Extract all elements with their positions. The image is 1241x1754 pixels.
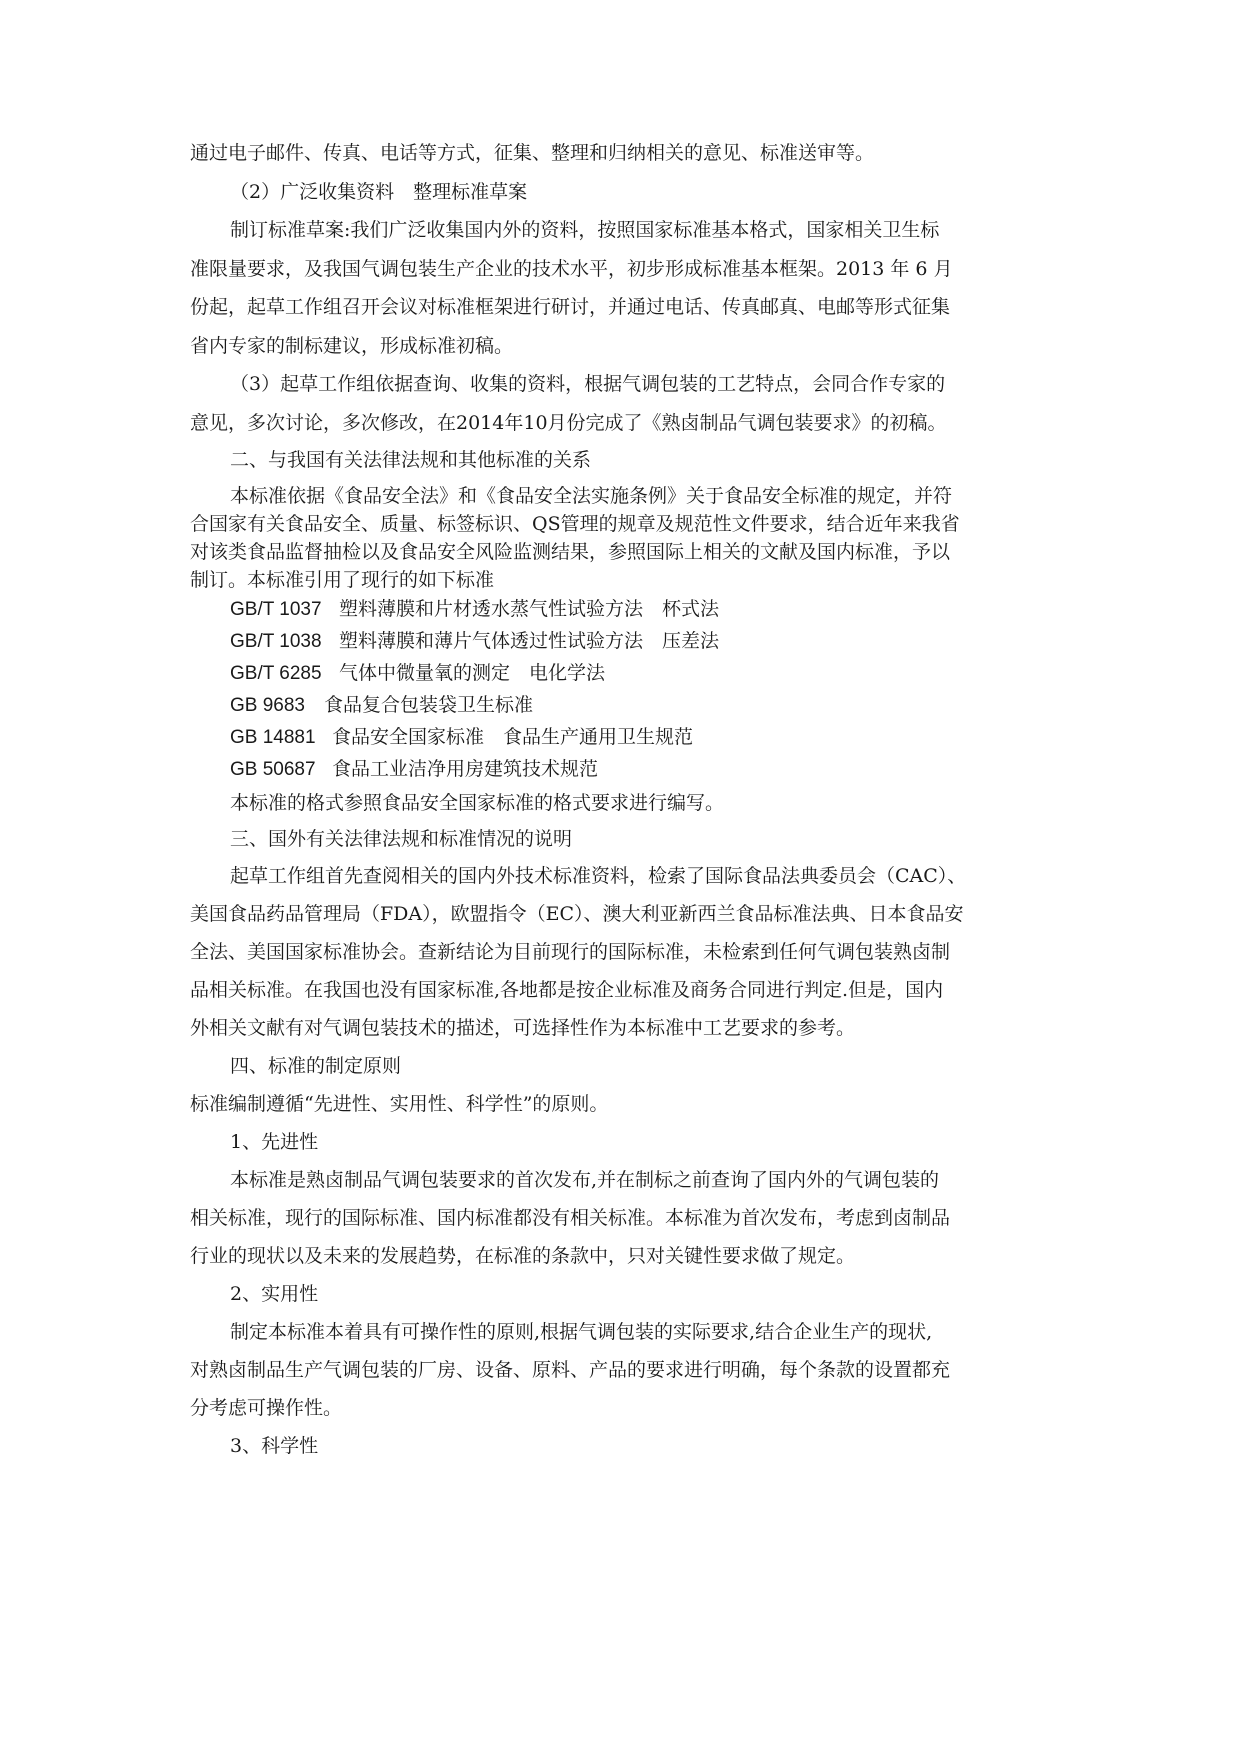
paragraph-line: 意见，多次讨论，多次修改，在2014年10月份完成了《熟卤制品气调包装要求》的初稿。 [190,412,947,434]
paragraph-line: 标准编制遵循“先进性、实用性、科学性”的原则。 [190,1093,609,1115]
paragraph-line: 分考虑可操作性。 [190,1397,343,1419]
standard-code: GB/T 1037 [230,599,322,620]
standard-title: 塑料薄膜和片材透水蒸气性试验方法 杯式法 [339,598,720,620]
standard-title: 气体中微量氧的测定 电化学法 [339,662,606,684]
paragraph-line: 全法、美国国家标准协会。查新结论为目前现行的国际标准，未检索到任何气调包装熟卤制 [190,941,951,963]
paragraph-line: 合国家有关食品安全、质量、标签标识、QS管理的规章及规范性文件要求，结合近年来我省 [190,513,960,535]
paragraph-line: 制定本标准本着具有可操作性的原则,根据气调包装的实际要求,结合企业生产的现状, [230,1321,933,1343]
paragraph-line: 制订标准草案:我们广泛收集国内外的资料，按照国家标准基本格式，国家相关卫生标 [230,219,940,241]
paragraph-line: 通过电子邮件、传真、电话等方式，征集、整理和归纳相关的意见、标准送审等。 [190,142,875,164]
paragraph-line: 行业的现状以及未来的发展趋势，在标准的条款中，只对关键性要求做了规定。 [190,1245,856,1267]
standard-item [230,660,605,687]
paragraph-line: 本标准是熟卤制品气调包装要求的首次发布,并在制标之前查询了国内外的气调包装的 [230,1169,940,1191]
subsection-heading: 1、先进性 [230,1131,319,1153]
paragraph-line: 相关标准，现行的国际标准、国内标准都没有相关标准。本标准为首次发布，考虑到卤制品 [190,1207,951,1229]
section-heading: 三、国外有关法律法规和标准情况的说明 [230,828,573,850]
paragraph-line: 份起，起草工作组召开会议对标准框架进行研讨，并通过电话、传真邮真、电邮等形式征集 [190,296,951,318]
standard-code: GB 9683 [230,695,305,716]
standard-item [230,596,719,623]
paragraph-line: 准限量要求，及我国气调包装生产企业的技术水平，初步形成标准基本框架。2013 年 6 月 [190,258,953,280]
paragraph-line: 美国食品药品管理局（FDA），欧盟指令（EC）、澳大利亚新西兰食品标准法典、日本食品安 [190,903,964,925]
paragraph-line: 对熟卤制品生产气调包装的厂房、设备、原料、产品的要求进行明确，每个条款的设置都充 [190,1359,951,1381]
paragraph-line: 本标准的格式参照食品安全国家标准的格式要求进行编写。 [230,792,725,814]
paragraph-line: 对该类食品监督抽检以及食品安全风险监测结果，参照国际上相关的文献及国内标准，予以 [190,541,951,563]
paragraph-line: （3）起草工作组依据查询、收集的资料，根据气调包装的工艺特点，会同合作专家的 [230,373,946,395]
standard-item [230,628,719,655]
standard-code: GB/T 6285 [230,663,322,684]
standard-item [230,756,598,783]
paragraph-line: 品相关标准。在我国也没有国家标准,各地都是按企业标准及商务合同进行判定.但是，国内 [190,979,944,1001]
paragraph-line: 起草工作组首先查阅相关的国内外技术标准资料，检索了国际食品法典委员会（CAC）、 [230,865,967,887]
standard-title: 食品复合包装袋卫生标准 [324,694,534,716]
section-heading: 二、与我国有关法律法规和其他标准的关系 [230,449,592,471]
standard-item [230,724,693,751]
standard-title: 食品安全国家标准 食品生产通用卫生规范 [332,726,694,748]
standard-code: GB/T 1038 [230,631,322,652]
standard-title: 塑料薄膜和薄片气体透过性试验方法 压差法 [339,630,720,652]
section-heading: 四、标准的制定原则 [230,1055,402,1077]
paragraph-line: 外相关文献有对气调包装技术的描述，可选择性作为本标准中工艺要求的参考。 [190,1017,856,1039]
subsection-heading: 3、科学性 [230,1435,319,1457]
standard-item [230,692,533,719]
standard-code: GB 50687 [230,759,316,780]
standard-title: 食品工业洁净用房建筑技术规范 [332,758,599,780]
standard-code: GB 14881 [230,727,316,748]
paragraph-line: 本标准依据《食品安全法》和《食品安全法实施条例》关于食品安全标准的规定，并符 [230,485,953,507]
subsection-heading: （2）广泛收集资料 整理标准草案 [230,181,528,203]
subsection-heading: 2、实用性 [230,1283,319,1305]
paragraph-line: 省内专家的制标建议，形成标准初稿。 [190,335,514,357]
paragraph-line: 制订。本标准引用了现行的如下标准 [190,569,495,591]
